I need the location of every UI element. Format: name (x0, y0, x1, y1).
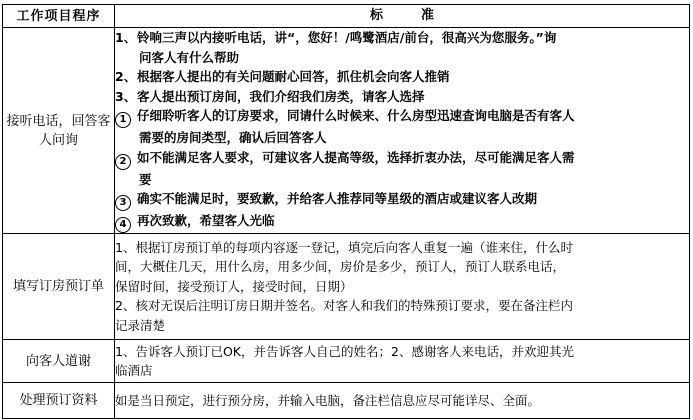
circled-number: 4 (115, 217, 131, 233)
text-line: 间，大概住几天，用什么房，用多少间，房价是多少，预订人，预订人联系电话， (115, 259, 566, 275)
text-line: 如是当日预定，进行预分房，并输入电脑，备注栏信息应尽可能详尽、全面。 (115, 392, 541, 408)
procedure-name: 向客人道谢 (3, 340, 115, 383)
header-procedure: 工作项目程序 (3, 5, 115, 28)
procedure-name: 接听电话，回答客人问询 (3, 28, 115, 234)
text-line: 1、告诉客人预订已OK，并告诉客人自己的姓名；2、感谢客人来电话，并欢迎其光 (115, 343, 574, 359)
text-line: 2、根据客人提出的有关问题耐心回答，抓住机会向客人推销 (115, 69, 450, 84)
row-answer-phone (3, 28, 690, 234)
text-line: 需要的房间类型，确认后回答客人 (139, 130, 327, 145)
text-line: 1 仔细聆听客人的订房要求，同请什么时候来、什么房型迅速查询电脑是否有客人 (115, 106, 689, 128)
header-row (3, 5, 690, 28)
text-line: 2 如不能满足客人要求，可建议客人提高等级，选择折衷办法，尽可能满足客人需 (115, 148, 689, 170)
procedure-name: 处理预订资料 (3, 383, 115, 419)
text-line: 要 (139, 171, 152, 187)
text-line: 1、铃响三声以内接听电话，讲“，您好！/鸣鹭酒店/前台，很高兴为您服务。”询 (115, 30, 557, 45)
text-line: 1、根据订房预订单的每项内容逐一登记，填完后向客人重复一遍（谁来住，什么时 (115, 239, 573, 255)
standard-text (115, 234, 690, 340)
header-standard: 标准 (115, 5, 690, 28)
text-line: 3、客人提出预订房间，我们介绍我们房类，请客人选择 (115, 88, 425, 104)
standard-text (115, 340, 690, 383)
standard-text (115, 28, 690, 234)
row-fill-booking-form (3, 234, 690, 340)
row-thank-guest (3, 340, 690, 383)
text-line: 记录清楚 (115, 317, 166, 333)
text-line: 3 确实不能满足时，要致歉，并给客人推荐同等星级的酒店或建议客人改期 (115, 189, 689, 211)
circled-number: 1 (115, 112, 131, 128)
text-line: 问客人有什么帮助 (139, 49, 240, 65)
text-line: 临酒店 (115, 363, 153, 378)
circled-number: 2 (115, 154, 131, 170)
text-line: 保留时间，接受预订人，接受时间，日期） (115, 278, 353, 294)
text-line: 2、核对无误后注明订房日期并签名。对客人和我们的特殊预订要求，要在备注栏内 (115, 298, 573, 314)
standard-text (115, 383, 690, 419)
circled-number: 3 (115, 195, 131, 211)
procedure-table (2, 4, 690, 419)
row-process-booking-data (3, 383, 690, 419)
procedure-name: 填写订房预订单 (3, 234, 115, 340)
text-line: 4 再次致歉，希望客人光临 (115, 211, 689, 233)
